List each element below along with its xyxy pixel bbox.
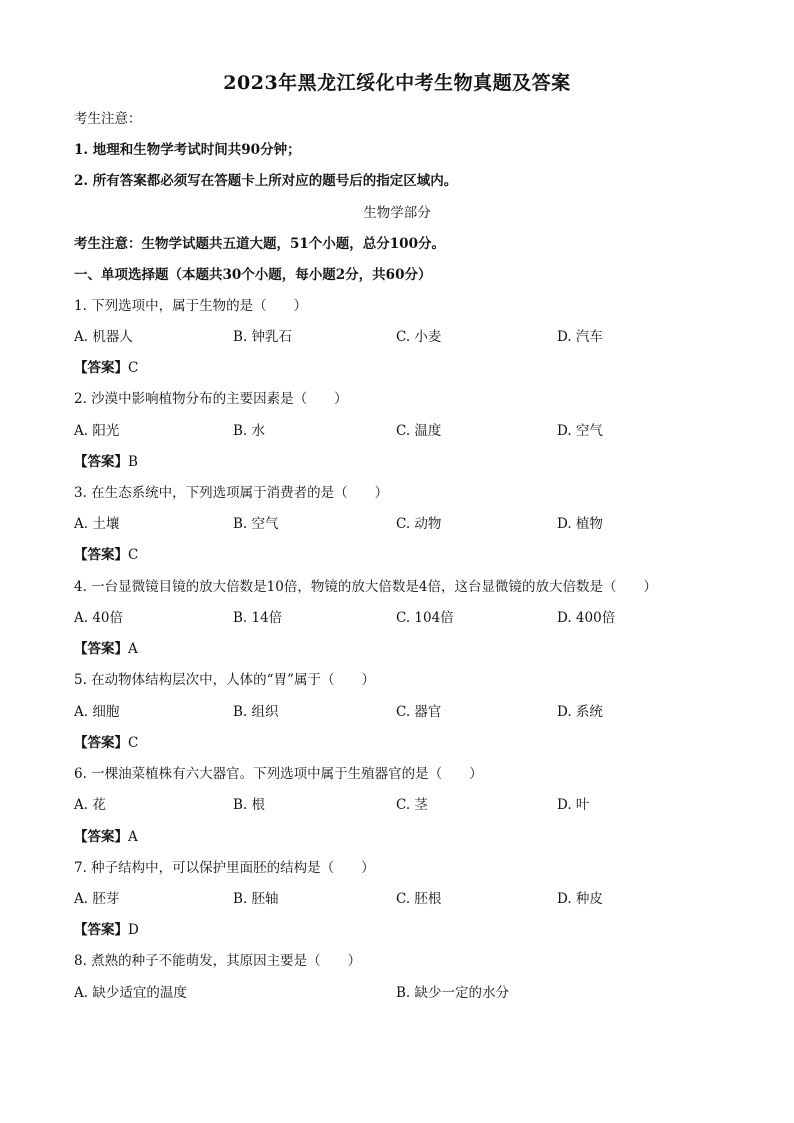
answer-value: B: [128, 454, 138, 470]
option-b: B. 缺少一定的水分: [396, 985, 510, 1001]
answer-line: [74, 358, 138, 378]
answer-value: A: [128, 829, 138, 845]
bio-notice: 考生注意：生物学试题共五道大题，51个小题，总分100分。: [74, 236, 445, 252]
answer-label: 【答案】: [74, 922, 128, 938]
answer-value: C: [128, 360, 139, 376]
section-title: 生物学部分: [363, 205, 431, 221]
option-c: C. 小麦: [396, 329, 442, 345]
answer-value: C: [128, 735, 139, 751]
question-stem: 3. 在生态系统中，下列选项属于消费者的是（ ）: [74, 485, 389, 501]
option-d: D. 空气: [557, 423, 603, 439]
answer-line: [74, 545, 138, 565]
answer-value: C: [128, 547, 139, 563]
answer-label: 【答案】: [74, 641, 128, 657]
page-title: 2023年黑龙江绥化中考生物真题及答案: [223, 72, 571, 94]
question-stem: 8. 煮熟的种子不能萌发，其原因主要是（ ）: [74, 953, 362, 969]
answer-label: 【答案】: [74, 735, 128, 751]
option-d: D. 系统: [557, 704, 603, 720]
notice-heading: 考生注意：: [74, 111, 142, 127]
option-c: C. 茎: [396, 797, 428, 813]
option-b: B. 14倍: [233, 610, 283, 626]
option-d: D. 种皮: [557, 891, 603, 907]
option-b: B. 钟乳石: [233, 329, 293, 345]
notice-item-1: 1. 地理和生物学考试时间共90分钟；: [74, 142, 301, 158]
answer-label: 【答案】: [74, 547, 128, 563]
answer-line: [74, 733, 138, 753]
option-b: B. 组织: [233, 704, 279, 720]
option-c: C. 胚根: [396, 891, 442, 907]
option-a: A. 花: [74, 797, 106, 813]
answer-line: [74, 639, 138, 659]
question-stem: 7. 种子结构中，可以保护里面胚的结构是（ ）: [74, 860, 375, 876]
option-a: A. 胚芽: [74, 891, 120, 907]
notice-item-2: 2. 所有答案都必须写在答题卡上所对应的题号后的指定区域内。: [74, 173, 458, 189]
question-stem: 5. 在动物体结构层次中，人体的“胃”属于（ ）: [74, 672, 375, 688]
option-a: A. 土壤: [74, 516, 120, 532]
option-c: C. 动物: [396, 516, 442, 532]
answer-label: 【答案】: [74, 454, 128, 470]
option-d: D. 植物: [557, 516, 603, 532]
option-d: D. 叶: [557, 797, 590, 813]
question-stem: 6. 一棵油菜植株有六大器官。下列选项中属于生殖器官的是（ ）: [74, 766, 483, 782]
answer-value: A: [128, 641, 138, 657]
option-c: C. 104倍: [396, 610, 454, 626]
answer-line: [74, 827, 138, 847]
answer-line: [74, 920, 139, 940]
question-stem: 4. 一台显微镜目镜的放大倍数是10倍，物镜的放大倍数是4倍，这台显微镜的放大倍数是（ ）: [74, 579, 657, 595]
option-d: D. 汽车: [557, 329, 603, 345]
option-a: A. 机器人: [74, 329, 133, 345]
answer-label: 【答案】: [74, 360, 128, 376]
answer-value: D: [128, 922, 139, 938]
option-b: B. 胚轴: [233, 891, 279, 907]
option-a: A. 细胞: [74, 704, 120, 720]
option-a: A. 40倍: [74, 610, 124, 626]
option-c: C. 器官: [396, 704, 442, 720]
option-b: B. 水: [233, 423, 266, 439]
option-a: A. 缺少适宜的温度: [74, 985, 187, 1001]
question-stem: 1. 下列选项中，属于生物的是（ ）: [74, 298, 308, 314]
answer-line: [74, 452, 138, 472]
option-a: A. 阳光: [74, 423, 120, 439]
part-heading: 一、单项选择题（本题共30个小题，每小题2分，共60分）: [74, 267, 432, 283]
option-d: D. 400倍: [557, 610, 616, 626]
answer-label: 【答案】: [74, 829, 128, 845]
question-stem: 2. 沙漠中影响植物分布的主要因素是（ ）: [74, 391, 348, 407]
option-b: B. 根: [233, 797, 266, 813]
option-b: B. 空气: [233, 516, 279, 532]
option-c: C. 温度: [396, 423, 442, 439]
